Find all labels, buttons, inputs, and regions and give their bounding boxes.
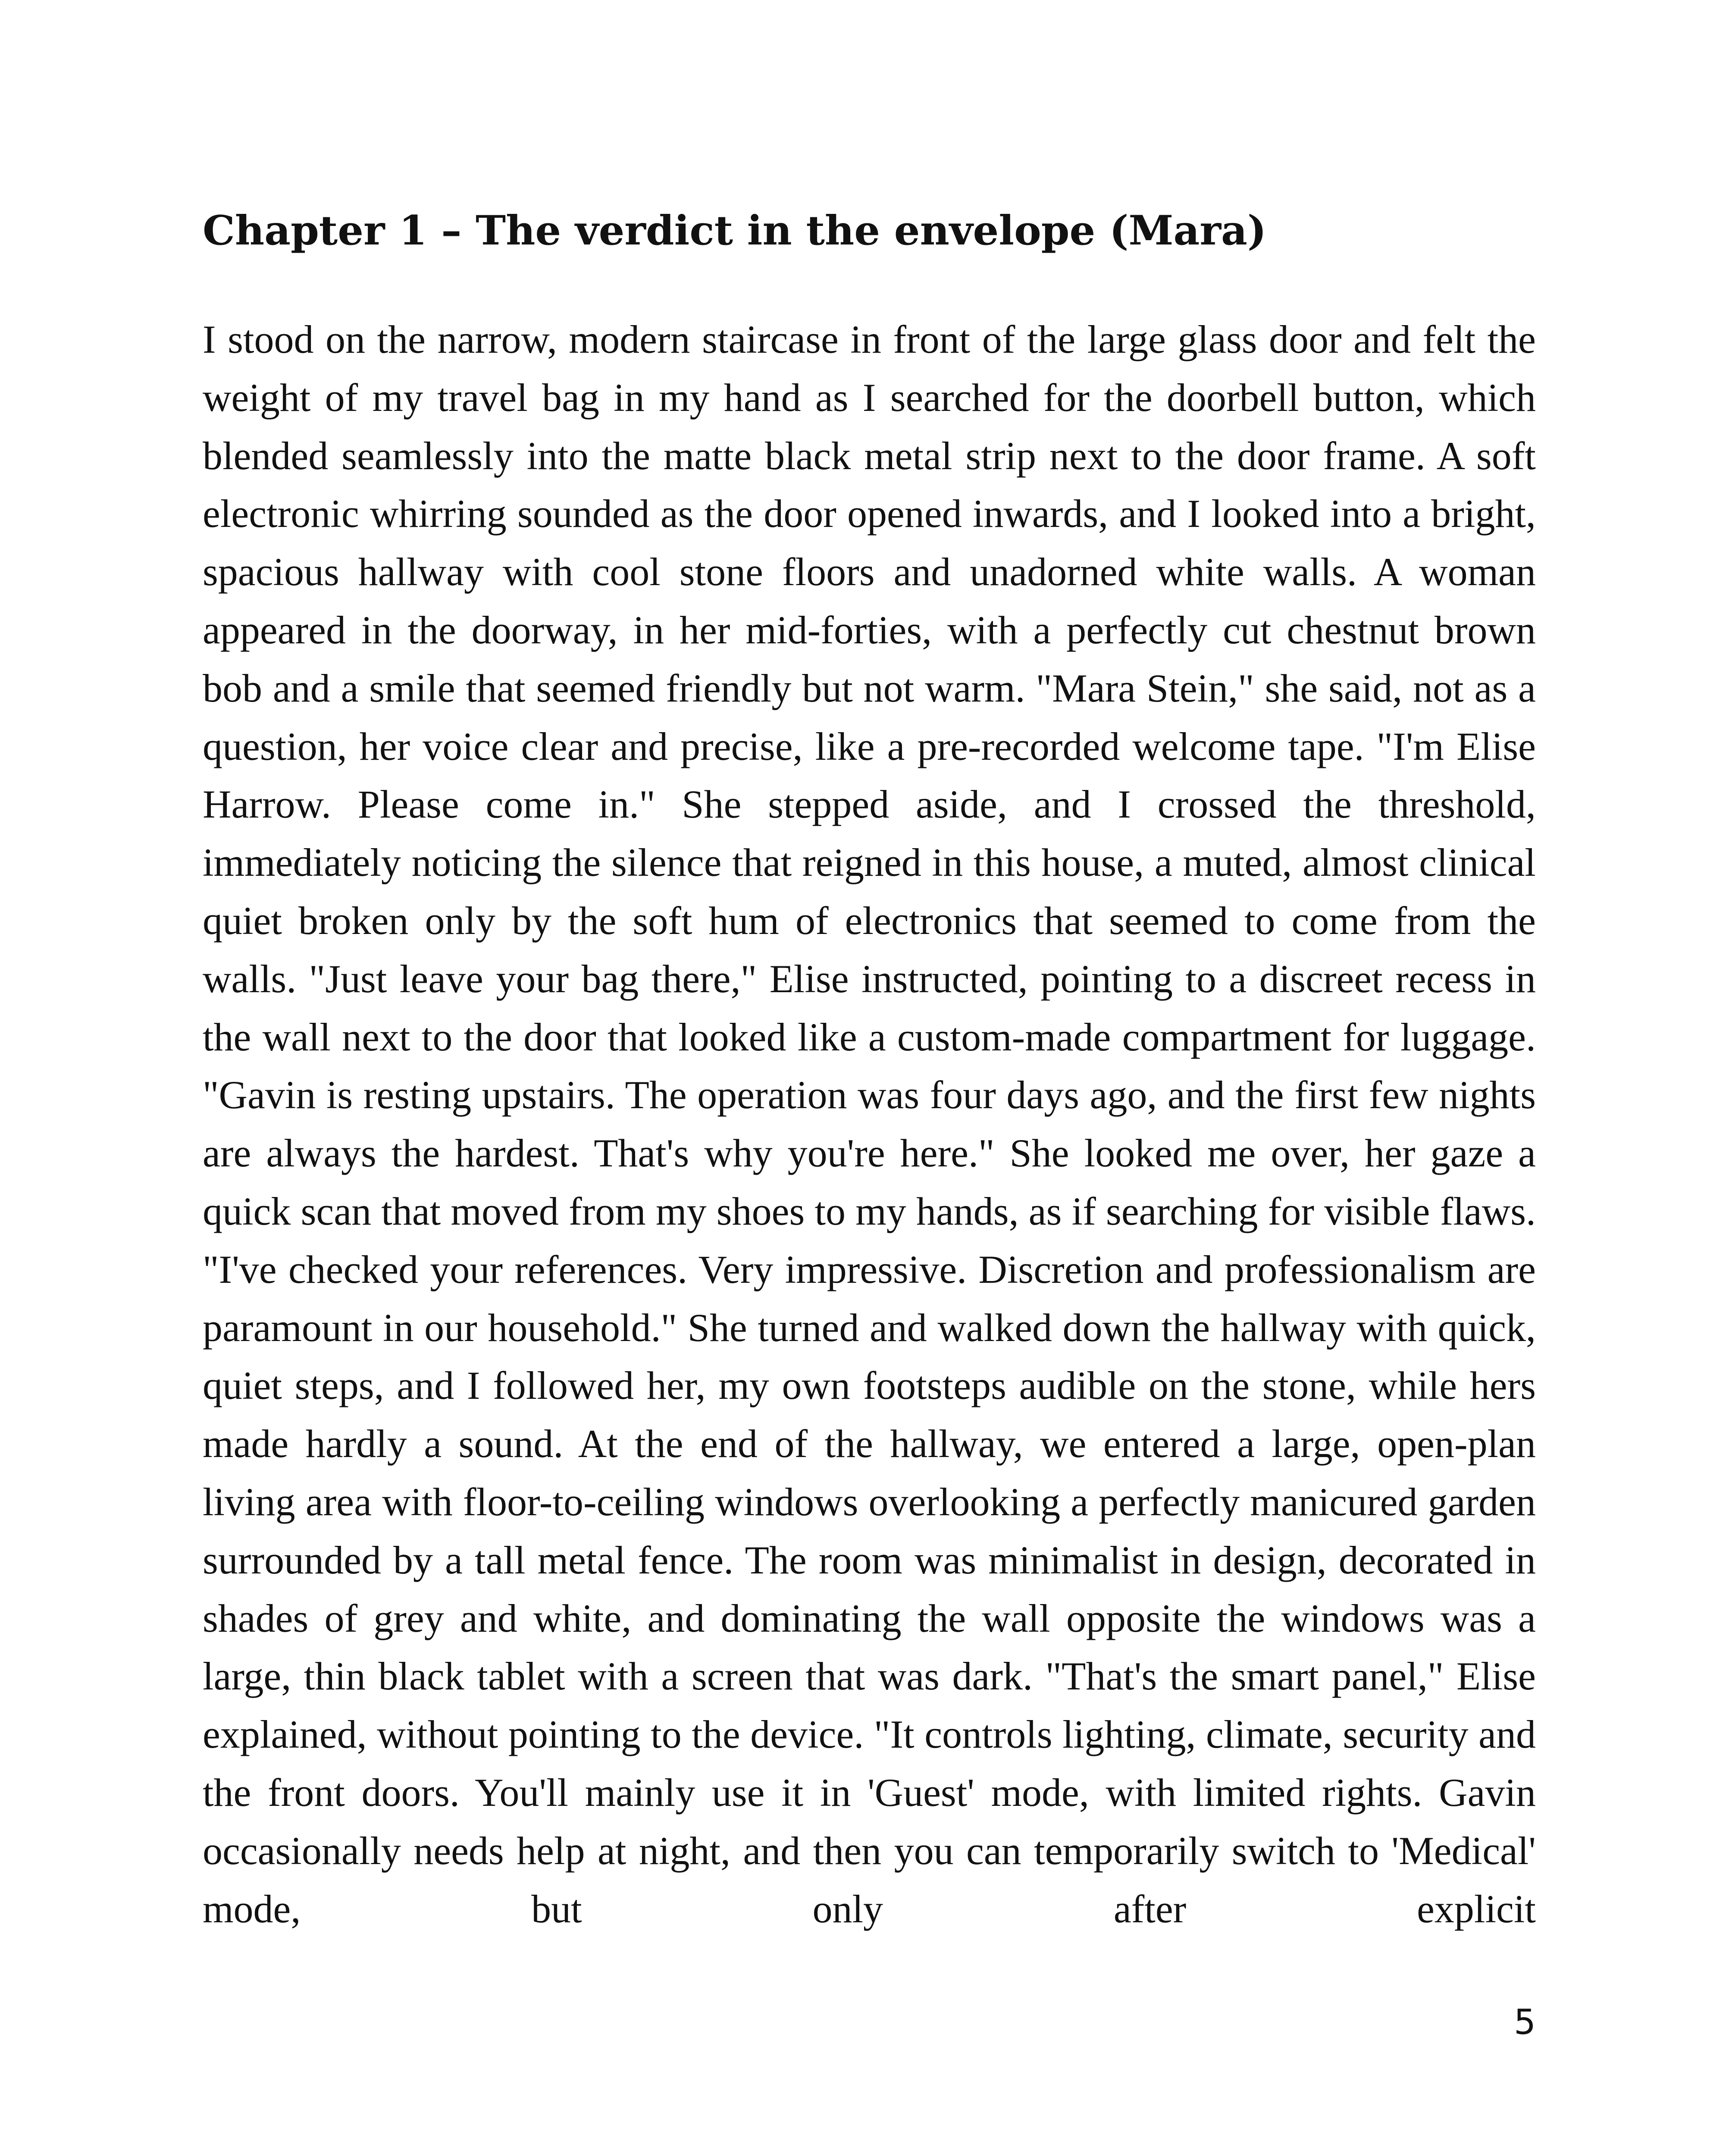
page-number: 5 <box>1514 2002 1536 2042</box>
body-paragraph: I stood on the narrow, modern staircase in front of the large glass door and felt the weight of my travel bag in my hand as I searched for the doorbell button, which blended seamlessly into the matte black metal strip next to the door frame. A soft electronic whirring sounded as the door opened inwards, and I looked into a bright, spacious hallway with cool stone floors and unadorned white walls. A woman appeared in the doorway, in her mid-forties, with a perfectly cut chestnut brown bob and a smile that seemed friendly but not warm. "Mara Stein," she said, not as a question, her voice clear and precise, like a pre-recorded welcome tape. "I'm Elise Harrow. Please come in." She stepped aside, and I crossed the threshold, immediately noticing the silence that reigned in this house, a muted, almost clinical quiet broken only by the soft hum of electronics that seemed to come from the walls. "Just leave your bag there," Elise instructed, pointing to a discreet recess in the wall next to the door that looked like a custom-made compartment for luggage. "Gavin is resting upstairs. The operation was four days ago, and the first few nights are always the hardest. That's why you're here." She looked me over, her gaze a quick scan that moved from my shoes to my hands, as if searching for visible flaws. "I've checked your references. Very impressive. Discretion and professionalism are paramount in our household." She turned and walked down the hallway with quick, quiet steps, and I followed her, my own footsteps audible on the stone, while hers made hardly a sound. At the end of the hallway, we entered a large, open-plan living area with floor-to-ceiling windows overlooking a perfectly manicured garden surrounded by a tall metal fence. The room was minimalist in design, decorated in shades of grey and white, and dominating the wall opposite the windows was a large, thin black tablet with a screen that was dark. "That's the smart panel," Elise explained, without pointing to the device. "It controls lighting, climate, security and the front doors. You'll mainly use it in 'Guest' mode, with limited rights. Gavin occasionally needs help at night, and then you can temporarily switch to 'Medical' mode, but only after explicit <box>203 317 1536 1931</box>
chapter-title: Chapter 1 – The verdict in the envelope (Mara) <box>203 207 1267 254</box>
